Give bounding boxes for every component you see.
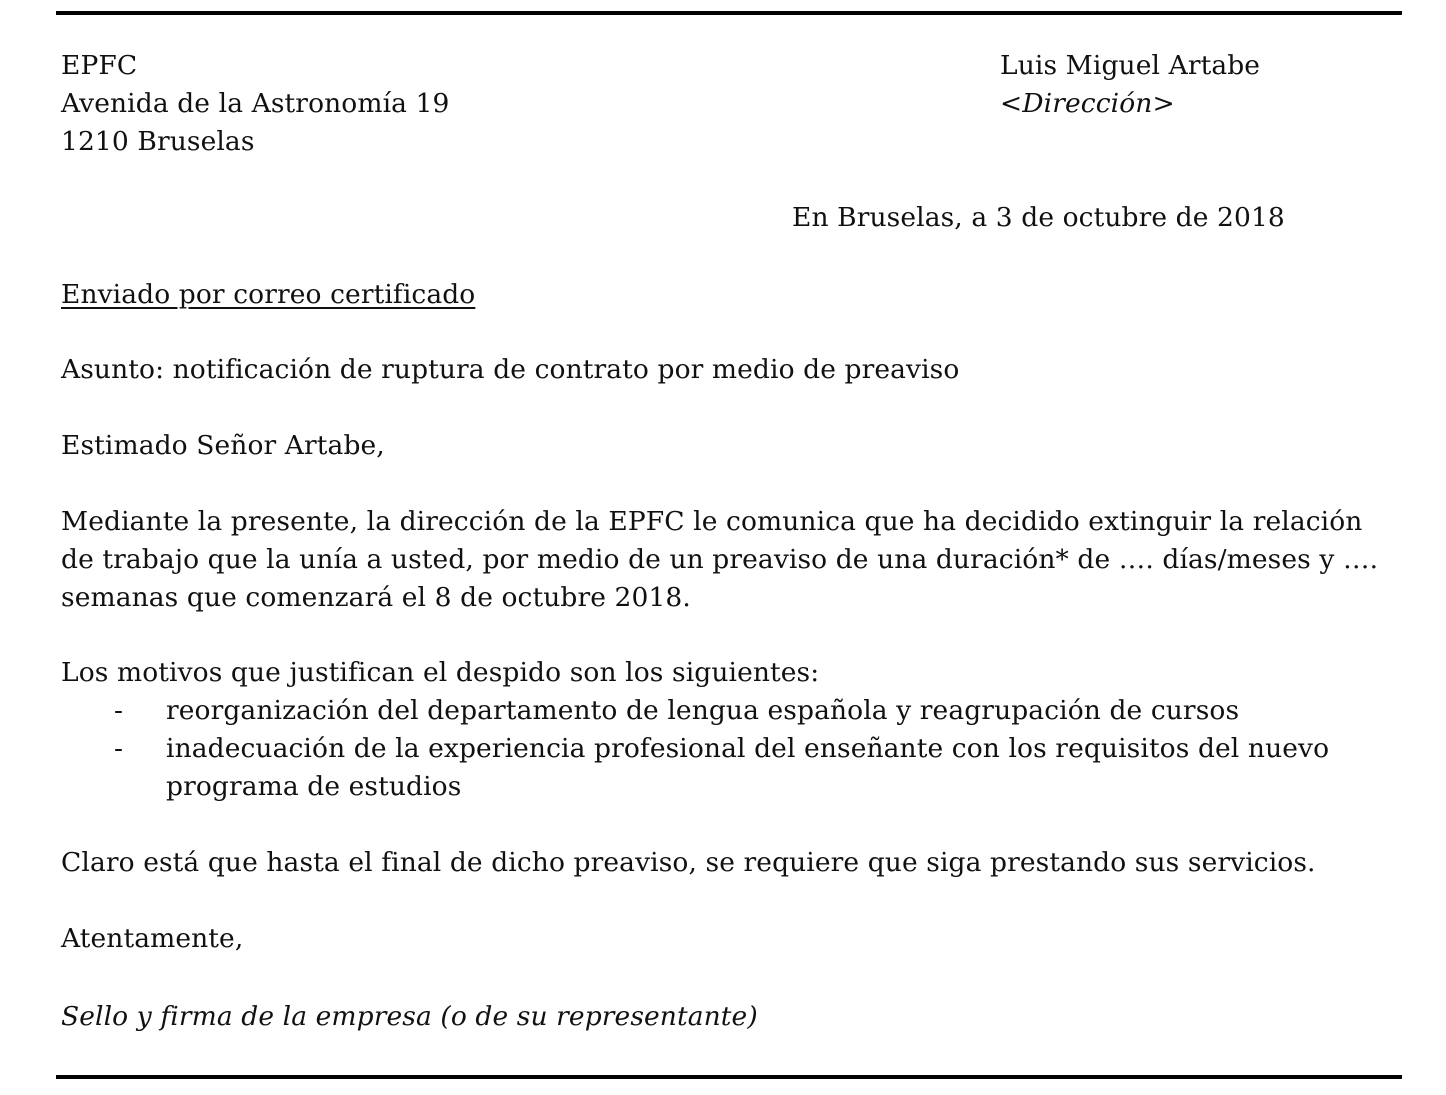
sender-city: 1210 Bruselas (61, 126, 255, 157)
reason-2-text-line-1: inadecuación de la experiencia profesional del enseñante con los requisitos del nuevo (166, 733, 1330, 764)
delivery-note: Enviado por correo certificado (61, 279, 476, 310)
recipient-address-placeholder: <Dirección> (1000, 88, 1175, 119)
closing-paragraph: Claro está que hasta el final de dicho preaviso, se requiere que siga prestando sus servicios. (61, 847, 1316, 878)
sender-address: Avenida de la Astronomía 19 (61, 88, 450, 119)
reasons-intro: Los motivos que justifican el despido son los siguientes: (61, 657, 820, 688)
date-line: En Bruselas, a 3 de octubre de 2018 (792, 202, 1285, 233)
closing: Atentamente, (61, 923, 244, 954)
top-rule (56, 11, 1402, 15)
signature-note: Sello y firma de la empresa (o de su representante) (61, 1001, 758, 1032)
body-paragraph-1-line-2: de trabajo que la unía a usted, por medio de un preaviso de una duración* de …. días/meses y …. (61, 544, 1379, 575)
sender-name: EPFC (61, 50, 138, 81)
reason-1-dash: - (114, 695, 123, 726)
reason-1-text: reorganización del departamento de lengua española y reagrupación de cursos (166, 695, 1240, 726)
body-paragraph-1-line-1: Mediante la presente, la dirección de la EPFC le comunica que ha decidido extinguir la relación (61, 506, 1363, 537)
reason-2-dash: - (114, 733, 123, 764)
salutation: Estimado Señor Artabe, (61, 430, 385, 461)
reason-2-text-line-2: programa de estudios (166, 771, 462, 802)
body-paragraph-1-line-3: semanas que comenzará el 8 de octubre 2018. (61, 582, 691, 613)
subject-line: Asunto: notificación de ruptura de contrato por medio de preaviso (61, 354, 960, 385)
recipient-name: Luis Miguel Artabe (1000, 50, 1261, 81)
bottom-rule (56, 1075, 1402, 1079)
